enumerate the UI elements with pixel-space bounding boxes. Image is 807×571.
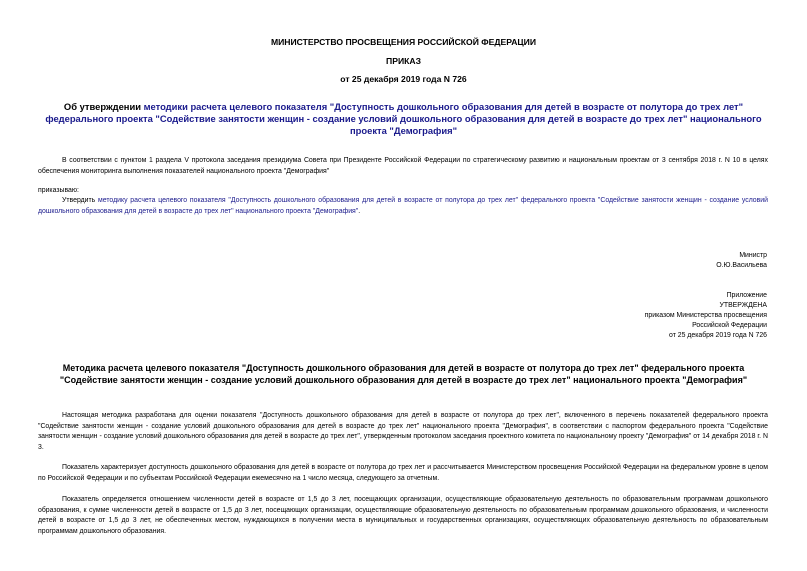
order-title bbox=[30, 101, 777, 137]
approve-prefix: Утвердить bbox=[62, 197, 99, 204]
appendix-line-4: Российской Федерации bbox=[692, 322, 767, 329]
paragraph-text: Показатель определяется отношением численности детей в возрасте от 1,5 до 3 лет, посещающих организации, осуществляющие образовательную деятельность по образовательным программам дошкольного образования, к сумме численности детей в возрасте от 1,5 до 3 лет, посещающих организации, осуществляющие образовательную деятельность по образовательным программам дошкольного образования, и численности детей в возрасте от 1,5 до 3 лет, не обеспеченных местом, нуждающихся в получении места в муниципальных и государственных организациях, осуществляющих образовательную деятельность по образовательным программам дошкольного образования. bbox=[38, 496, 768, 535]
order-title-link[interactable]: методики расчета целевого показателя "Доступность дошкольного образования для детей в возрасте от полутора до трех лет" федерального проекта "Содействие занятости женщин - создание условий дошкольного образования для детей в возрасте до трех лет" национального проекта "Демография" bbox=[45, 101, 762, 136]
method-paragraph-3 bbox=[38, 495, 768, 537]
order-title-prefix: Об утверждении bbox=[63, 101, 144, 112]
signature-block bbox=[716, 251, 767, 271]
appendix-line-3: приказом Министерства просвещения bbox=[644, 312, 767, 319]
approve-link[interactable]: методику расчета целевого показателя "Доступность дошкольного образования для детей в возрасте от полутора до трех лет" федерального проекта "Содействие занятости женщин - создание условий дошкольного образования для детей в возрасте до трех лет" национального проекта "Демография" bbox=[38, 197, 769, 215]
appendix-block bbox=[645, 291, 767, 341]
method-title-line-2: "Содействие занятости женщин - создание условий дошкольного образования для детей в возрасте до трех лет" национального проекта "Демография" bbox=[59, 374, 748, 385]
doc-type-heading: ПРИКАЗ bbox=[386, 56, 421, 66]
signature-name: О.Ю.Васильева bbox=[716, 262, 767, 269]
date-number-heading: от 25 декабря 2019 года N 726 bbox=[340, 74, 467, 84]
paragraph-text: Настоящая методика разработана для оценки показателя "Доступность дошкольного образования для детей в возрасте от полутора до трех лет", включенного в перечень показателей федерального проекта "Содействие занятости женщин - создание условий дошкольного образования для детей в возрасте до трех лет" национального проекта "Демография", в соответствии с паспортом федерального проекта "Содействие занятости женщин - создание условий дошкольного образования для детей в возрасте до трех лет", утвержденным протоколом заседания проектного комитета по национальному проекту "Демография" от 14 декабря 2018 г. N 3. bbox=[38, 412, 768, 451]
appendix-line-1: Приложение bbox=[726, 292, 767, 299]
method-title bbox=[30, 363, 777, 386]
ministry-heading: МИНИСТЕРСТВО ПРОСВЕЩЕНИЯ РОССИЙСКОЙ ФЕДЕРАЦИИ bbox=[270, 37, 537, 47]
appendix-line-2: УТВЕРЖДЕНА bbox=[719, 302, 767, 309]
order-word: приказываю: bbox=[38, 187, 79, 194]
preamble bbox=[38, 156, 768, 177]
appendix-line-5: от 25 декабря 2019 года N 726 bbox=[669, 332, 767, 339]
paragraph-text: Показатель характеризует доступность дошкольного образования для детей в возрасте от полутора до трех лет и рассчитывается Министерством просвещения Российской Федерации на федеральном уровне в целом по Российской Федерации и по субъектам Российской Федерации ежемесячно на 1 число месяца, следующего за отчетным. bbox=[38, 464, 768, 482]
approve-suffix: . bbox=[358, 207, 361, 215]
signature-position: Министр bbox=[739, 252, 767, 259]
approve-clause bbox=[38, 196, 768, 217]
method-paragraph-2 bbox=[38, 463, 768, 484]
preamble-text: В соответствии с пунктом 1 раздела V протокола заседания президиума Совета при Президенте Российской Федерации по стратегическому развитию и национальным проектам от 3 сентября 2018 г. N 10 в целях обеспечения мониторинга выполнения показателей национального проекта "Демография" bbox=[38, 157, 768, 175]
method-title-line-1: Методика расчета целевого показателя "Доступность дошкольного образования для детей в возрасте от полутора до трех лет" федерального проекта bbox=[62, 363, 745, 373]
method-paragraph-1 bbox=[38, 411, 768, 453]
